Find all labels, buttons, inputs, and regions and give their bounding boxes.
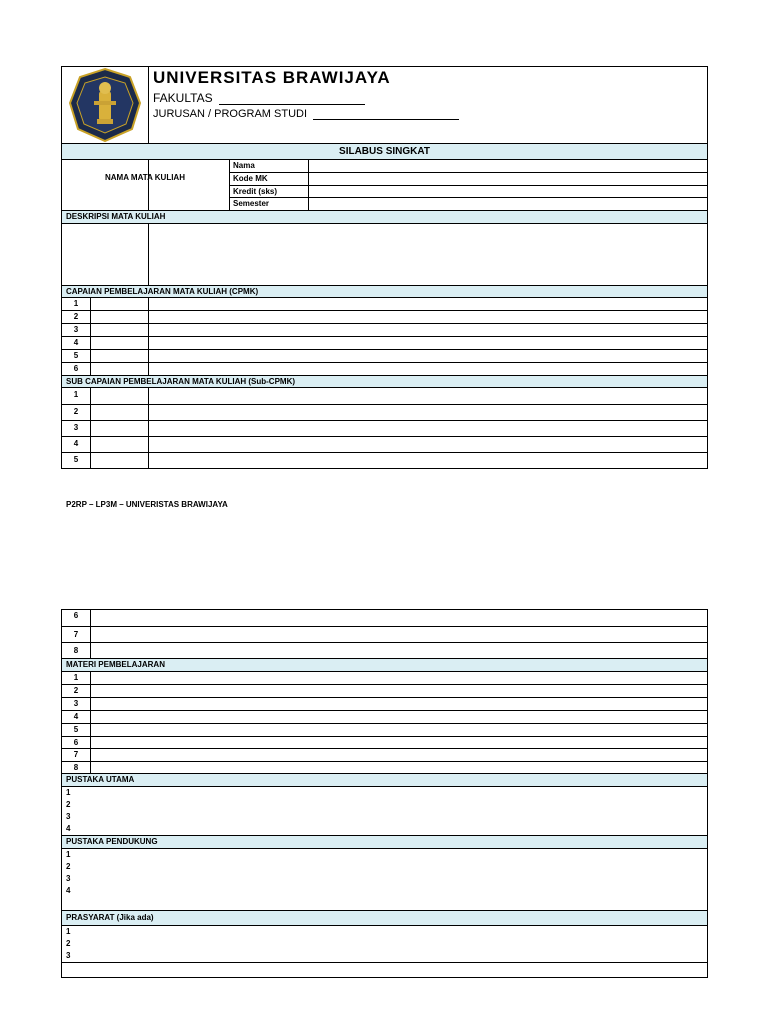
subcpmk-num-6: 6 — [73, 611, 79, 620]
subcpmk-num-1: 1 — [73, 390, 79, 399]
pustaka-pendukung-num-3: 3 — [66, 874, 71, 883]
subcpmk-num-4: 4 — [73, 439, 79, 448]
pustaka-utama-list[interactable] — [62, 787, 707, 835]
pustaka-utama-num-3: 3 — [66, 812, 71, 821]
subcpmk-continued — [62, 610, 707, 658]
course-field-kode: Kode MK — [233, 174, 268, 183]
fakultas-blank[interactable] — [219, 104, 365, 105]
subcpmk-num-5: 5 — [73, 455, 79, 464]
prasyarat-list[interactable] — [62, 926, 707, 962]
silabus-title: SILABUS SINGKAT — [339, 146, 430, 157]
course-field-nama: Nama — [233, 161, 255, 170]
pustaka-pendukung-num-1: 1 — [66, 850, 71, 859]
university-name: UNIVERSITAS BRAWIJAYA — [153, 68, 391, 87]
cpmk-num-2: 2 — [73, 312, 79, 321]
materi-num-1: 1 — [73, 673, 79, 682]
prasyarat-header: PRASYARAT (Jika ada) — [62, 910, 707, 926]
cpmk-header: CAPAIAN PEMBELAJARAN MATA KULIAH (CPMK) — [62, 285, 707, 298]
pustaka-pendukung-num-2: 2 — [66, 862, 71, 871]
subcpmk-header: SUB CAPAIAN PEMBELAJARAN MATA KULIAH (Sub-CPMK) — [62, 375, 707, 388]
materi-num-6: 6 — [73, 738, 79, 747]
silabus-title-row — [62, 143, 707, 160]
course-info — [62, 160, 707, 210]
prasyarat-bottom-row[interactable] — [62, 962, 707, 978]
cpmk-num-4: 4 — [73, 338, 79, 347]
subcpmk-num-3: 3 — [73, 423, 79, 432]
materi-num-4: 4 — [73, 712, 79, 721]
prasyarat-num-2: 2 — [66, 939, 71, 948]
page-footer: P2RP – LP3M – UNIVERISTAS BRAWIJAYA — [66, 500, 228, 509]
seal-icon — [68, 67, 142, 143]
pustaka-pendukung-list[interactable] — [62, 849, 707, 910]
deskripsi-header: DESKRIPSI MATA KULIAH — [62, 210, 707, 224]
cpmk-num-5: 5 — [73, 351, 79, 360]
fakultas-label: FAKULTAS — [153, 91, 213, 105]
subcpmk-num-2: 2 — [73, 407, 79, 416]
subcpmk-list — [62, 388, 707, 468]
course-field-semester: Semester — [233, 199, 270, 208]
cpmk-num-6: 6 — [73, 364, 79, 373]
fakultas-line — [153, 91, 365, 105]
jurusan-line — [153, 108, 459, 120]
prasyarat-num-1: 1 — [66, 927, 71, 936]
materi-header: MATERI PEMBELAJARAN — [62, 658, 707, 672]
jurusan-blank[interactable] — [313, 119, 459, 120]
pustaka-pendukung-num-4: 4 — [66, 886, 71, 895]
prasyarat-num-3: 3 — [66, 951, 71, 960]
pustaka-utama-num-1: 1 — [66, 788, 71, 797]
pustaka-pendukung-header: PUSTAKA PENDUKUNG — [62, 835, 707, 849]
pustaka-utama-num-4: 4 — [66, 824, 71, 833]
syllabus-table-page1 — [61, 66, 708, 469]
jurusan-label: JURUSAN / PROGRAM STUDI — [153, 108, 308, 120]
materi-num-8: 8 — [73, 763, 79, 772]
course-field-kredit: Kredit (sks) — [233, 187, 278, 196]
materi-num-3: 3 — [73, 699, 79, 708]
pustaka-utama-header: PUSTAKA UTAMA — [62, 773, 707, 787]
deskripsi-body[interactable] — [62, 224, 707, 285]
syllabus-table-page2 — [61, 609, 708, 978]
course-label: NAMA MATA KULIAH — [105, 173, 185, 182]
university-seal — [68, 67, 142, 143]
materi-list — [62, 672, 707, 773]
cpmk-list — [62, 298, 707, 375]
cpmk-num-1: 1 — [73, 299, 79, 308]
materi-num-5: 5 — [73, 725, 79, 734]
subcpmk-num-7: 7 — [73, 630, 79, 639]
pustaka-utama-num-2: 2 — [66, 800, 71, 809]
subcpmk-num-8: 8 — [73, 646, 79, 655]
cpmk-num-3: 3 — [73, 325, 79, 334]
materi-num-2: 2 — [73, 686, 79, 695]
materi-num-7: 7 — [73, 750, 79, 759]
